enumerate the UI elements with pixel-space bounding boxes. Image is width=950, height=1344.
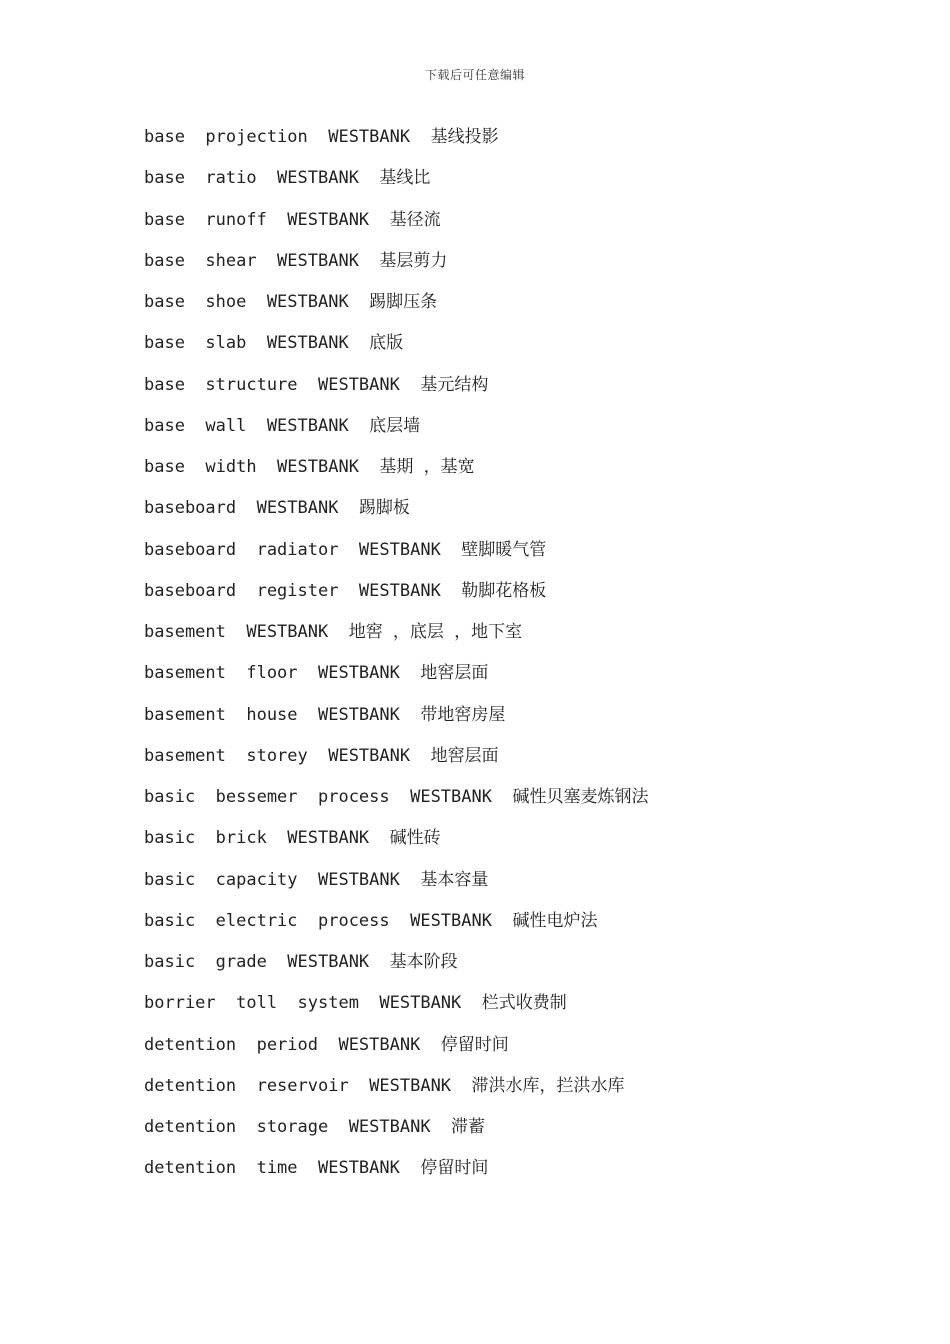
glossary-entry: basement house WESTBANK 带地窖房屋 (144, 704, 506, 725)
glossary-entry: baseboard WESTBANK 踢脚板 (144, 498, 410, 519)
glossary-entry: basement storey WESTBANK 地窖层面 (144, 745, 499, 766)
glossary-entry: basic grade WESTBANK 基本阶段 (144, 952, 458, 972)
glossary-entry: detention time WESTBANK 停留时间 (144, 1158, 489, 1179)
glossary-entry: basement WESTBANK 地窖 ，底层 ，地下室 (144, 622, 523, 642)
glossary-entry: basic bessemer process WESTBANK 碱性贝塞麦炼钢法 (144, 787, 649, 807)
glossary-entry: detention reservoir WESTBANK 滞洪水库，拦洪水库 (144, 1075, 625, 1096)
glossary-entry: base slab WESTBANK 底版 (144, 333, 404, 354)
glossary-entry: baseboard register WESTBANK 勒脚花格板 (144, 580, 547, 601)
glossary-entry: borrier toll system WESTBANK 栏式收费制 (144, 993, 567, 1014)
glossary-entry: base wall WESTBANK 底层墙 (144, 415, 421, 436)
glossary-entry: base shear WESTBANK 基层剪力 (144, 250, 448, 271)
glossary-entry: basic brick WESTBANK 碱性砖 (144, 828, 441, 849)
glossary-entry: detention period WESTBANK 停留时间 (144, 1034, 509, 1055)
glossary-entry: detention storage WESTBANK 滞蓄 (144, 1117, 486, 1137)
glossary-entry: base runoff WESTBANK 基径流 (144, 209, 441, 230)
glossary-entry: base structure WESTBANK 基元结构 (144, 374, 489, 395)
glossary-entry: baseboard radiator WESTBANK 壁脚暖气管 (144, 539, 547, 560)
glossary-list (144, 122, 904, 1195)
glossary-entry: base ratio WESTBANK 基线比 (144, 168, 431, 189)
glossary-entry: basic capacity WESTBANK 基本容量 (144, 869, 489, 890)
glossary-entry: basic electric process WESTBANK 碱性电炉法 (144, 910, 598, 931)
glossary-entry: base width WESTBANK 基期 ，基宽 (144, 457, 475, 477)
glossary-entry: basement floor WESTBANK 地窖层面 (144, 663, 489, 684)
glossary-entry: base shoe WESTBANK 踢脚压条 (144, 292, 438, 312)
page-header: 下载后可任意编辑 (424, 68, 525, 82)
glossary-entry: base projection WESTBANK 基线投影 (144, 127, 499, 147)
